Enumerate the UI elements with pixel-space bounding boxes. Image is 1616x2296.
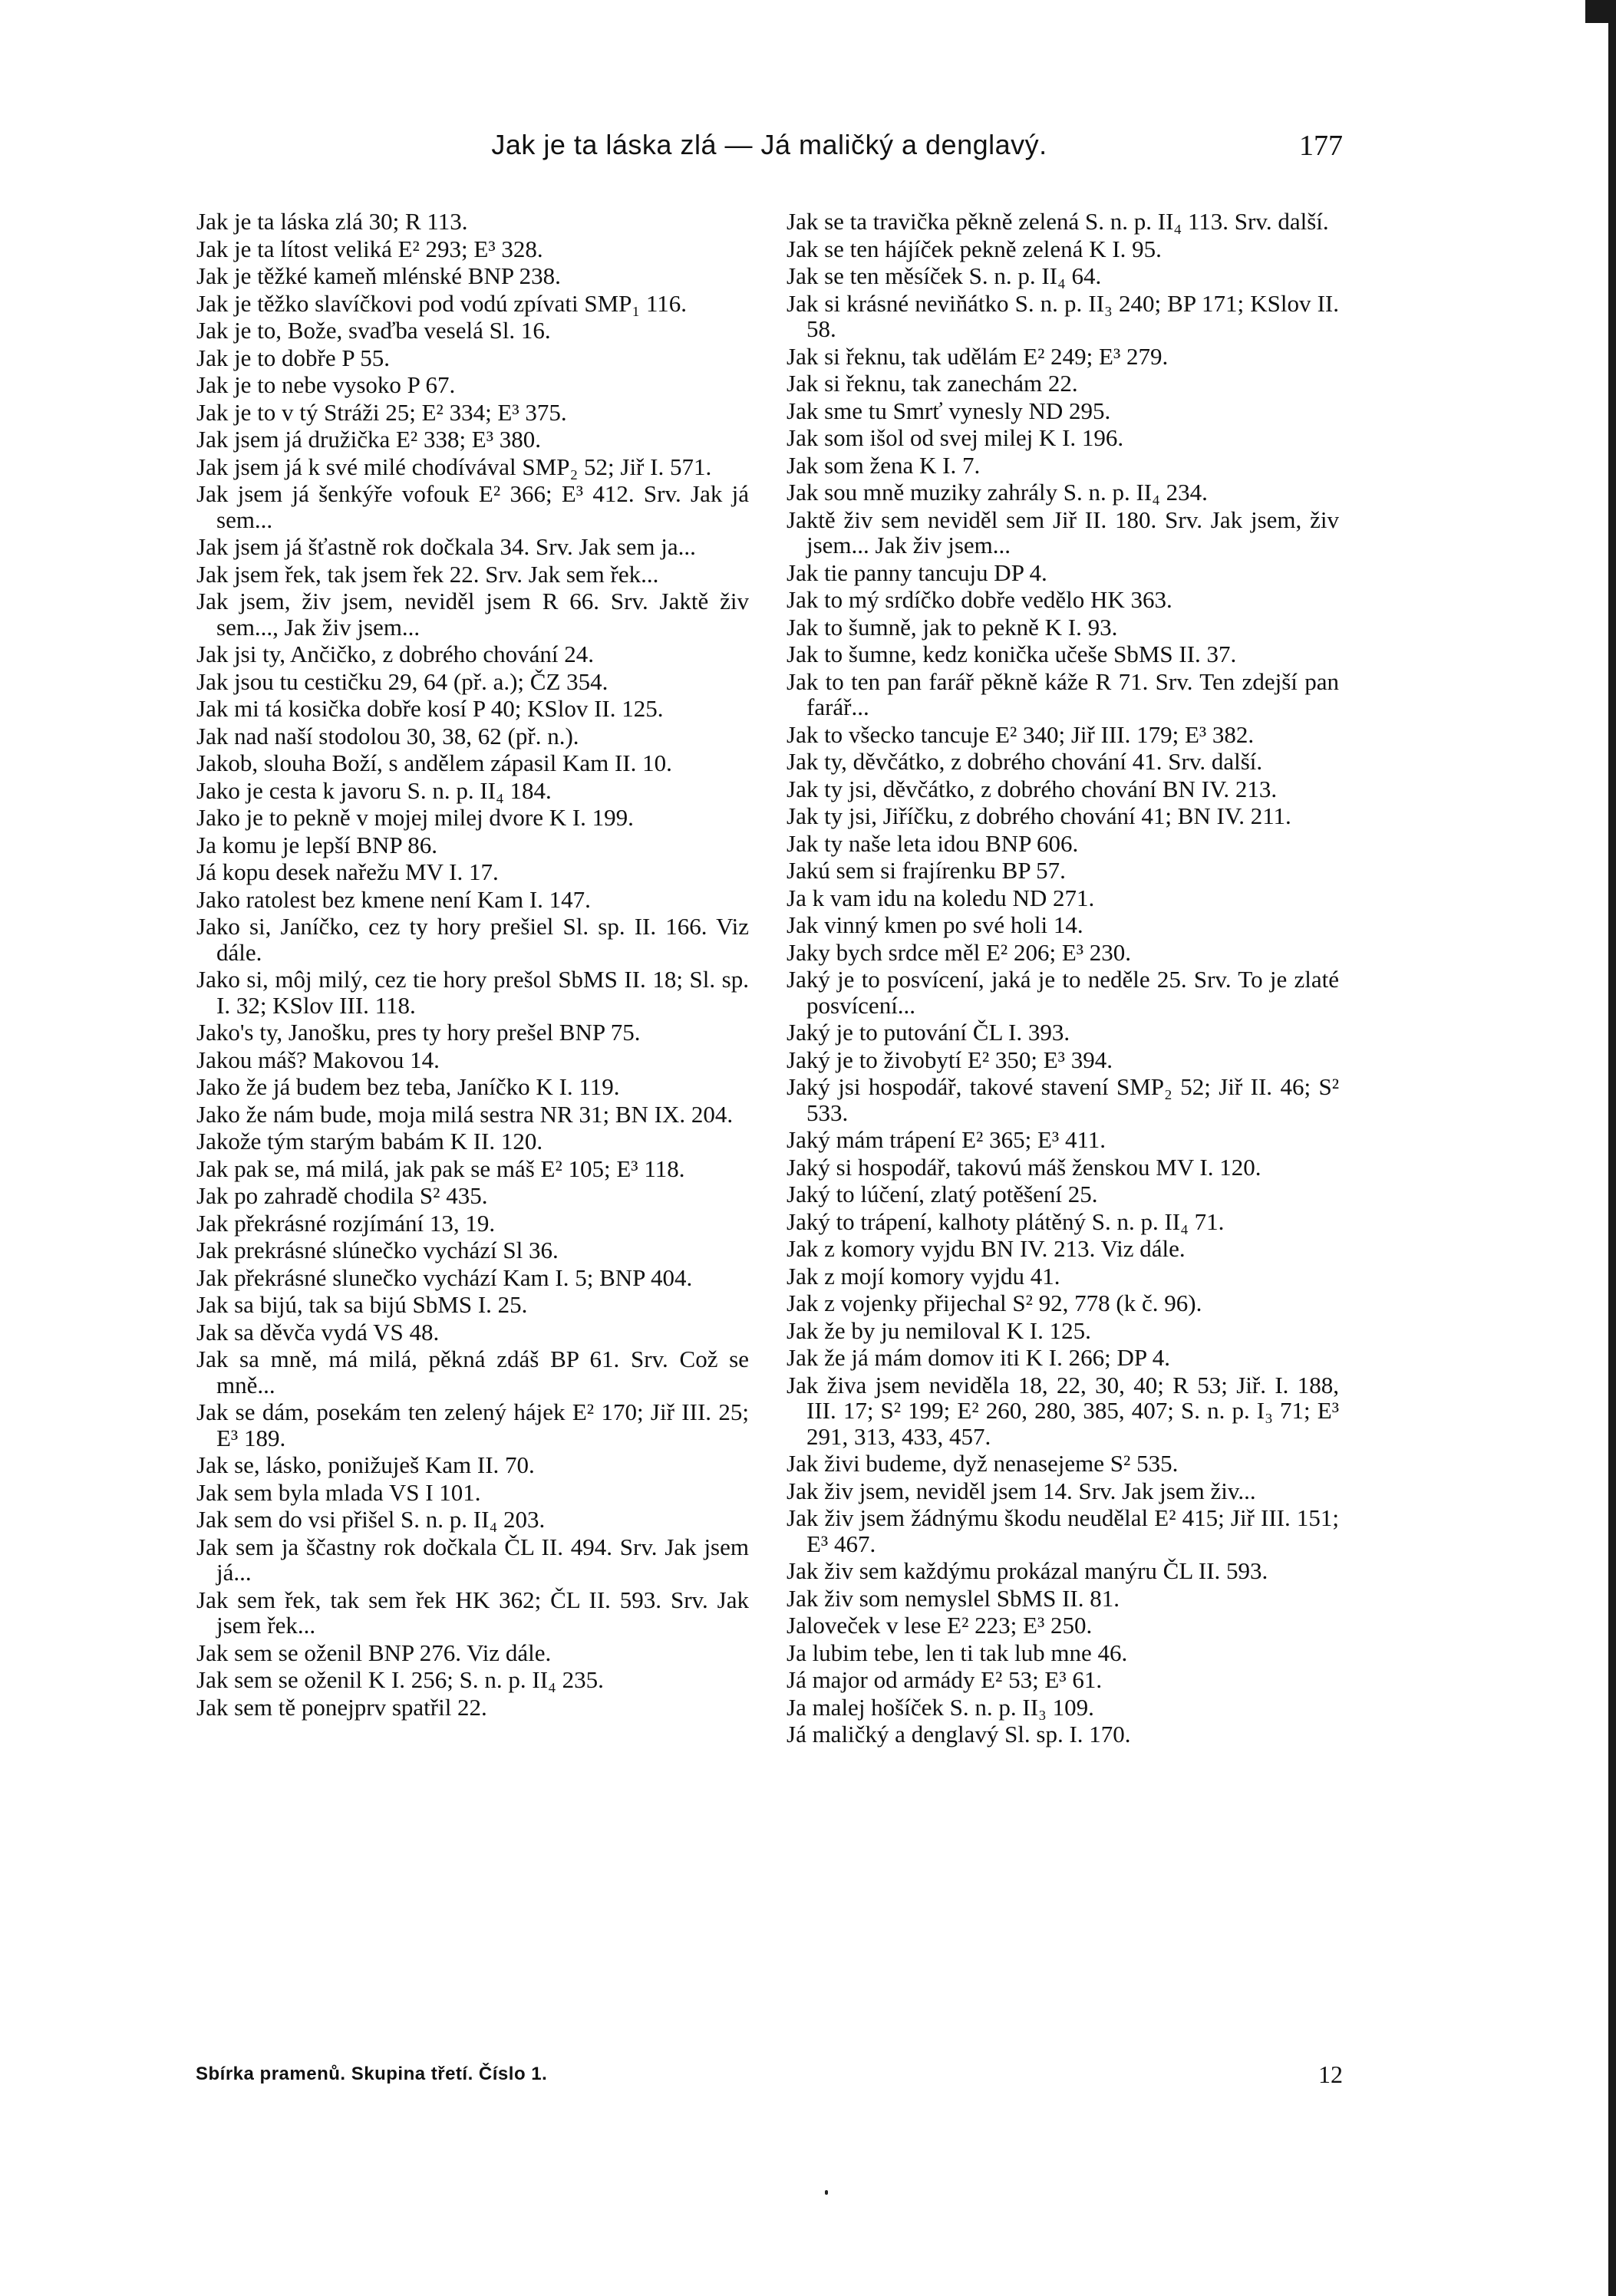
index-entry: Jak ty naše leta idou BNP 606. [787, 829, 1079, 857]
index-entry: Jakob, slouha Boží, s andělem zápasil Kam II. 10. [196, 749, 672, 776]
index-entry: Jak som žena K I. 7. [787, 451, 981, 479]
index-entry: Jak je to dobře P 55. [196, 344, 390, 371]
index-entry: Jaktě živ sem neviděl sem Jiř II. 180. Srv. Jak jsem, živ jsem... Jak živ jsem... [787, 506, 1339, 558]
index-entry: Jak vinný kmen po své holi 14. [787, 911, 1083, 938]
running-header [196, 129, 1343, 175]
index-entry: Jak som išol od svej milej K I. 196. [787, 424, 1124, 451]
index-entry: Jak z vojenky přijechal S² 92, 778 (k č. 96). [787, 1290, 1202, 1316]
index-entry: Jak je ta láska zlá 30; R 113. [196, 208, 468, 235]
page-scan-corner [1585, 0, 1616, 23]
index-entry: Jak se ta travička pěkně zelená S. n. p. II₄ 113. Srv. další. [787, 208, 1329, 235]
index-entry: Jak to šumne, kedz konička učeše SbMS II. 37. [787, 641, 1237, 667]
index-entry: Jak je to v tý Stráži 25; E² 334; E³ 375. [196, 398, 567, 426]
index-entry: Jak živ som nemyslel SbMS II. 81. [787, 1584, 1120, 1612]
index-entry: Jak je ta lítost veliká E² 293; E³ 328. [196, 235, 543, 262]
index-entry: Jak sem se oženil K I. 256; S. n. p. II₄ 235. [196, 1666, 604, 1693]
index-entry: Jak to šumně, jak to pekně K I. 93. [787, 613, 1118, 641]
index-column-left [196, 209, 749, 1721]
index-entry: Jak to všecko tancuje E² 340; Jiř III. 179; E³ 382. [787, 720, 1255, 748]
index-entry: Jako ratolest bez kmene není Kam I. 147. [196, 885, 591, 913]
index-entry: Jak jsou tu cestičku 29, 64 (př. a.); ČZ 354. [196, 667, 608, 695]
index-entry: Jak tie panny tancuju DP 4. [787, 558, 1047, 586]
index-entry: Jaký je to posvícení, jaká je to neděle 25. Srv. To je zlaté posvícení... [787, 966, 1339, 1019]
index-entry: Jak sme tu Smrť vynesly ND 295. [787, 397, 1111, 424]
index-entry: Jak to mý srdíčko dobře vedělo HK 363. [787, 586, 1172, 613]
index-entry: Jak ty jsi, děvčátko, z dobrého chování BN IV. 213. [787, 775, 1278, 802]
index-entry: Jak si řeknu, tak zanechám 22. [787, 370, 1078, 397]
page-scan-edge [1608, 0, 1616, 2296]
index-entry: Jako je cesta k javoru S. n. p. II₄ 184. [196, 776, 552, 804]
index-entry: Jaký jsi hospodář, takové stavení SMP₂ 52; Jiř II. 46; S² 533. [787, 1073, 1339, 1126]
index-entry: Jak je těžké kameň mlénské BNP 238. [196, 262, 561, 289]
index-entry: Jak z komory vyjdu BN IV. 213. Viz dále. [787, 1235, 1186, 1262]
index-entry: Jak překrásné slunečko vychází Kam I. 5; BNP 404. [196, 1263, 693, 1291]
running-title: Jak je ta láska zlá — Já maličký a denglavý. [491, 129, 1047, 160]
index-entry: Ja lubim tebe, len ti tak lub mne 46. [787, 1639, 1128, 1666]
index-entry: Jaloveček v lese E² 223; E³ 250. [787, 1612, 1093, 1639]
index-entry: Jak to ten pan farář pěkně káže R 71. Srv. Ten zdejší pan farář... [787, 667, 1339, 720]
index-entry: Ja malej hošíček S. n. p. II₃ 109. [787, 1693, 1094, 1721]
index-entry: Jak sa bijú, tak sa bijú SbMS I. 25. [196, 1291, 528, 1318]
scan-speck [825, 2190, 828, 2195]
index-entry: Jak živ sem každýmu prokázal manýru ČL II. 593. [787, 1557, 1268, 1584]
collection-note: Sbírka pramenů. Skupina třetí. Číslo 1. [196, 2064, 548, 2084]
index-entry: Jak nad naší stodolou 30, 38, 62 (př. n.). [196, 722, 579, 749]
index-entry: Jaký si hospodář, takovú máš ženskou MV I. 120. [787, 1153, 1261, 1181]
index-entry: Jak si řeknu, tak udělám E² 249; E³ 279. [787, 342, 1169, 370]
index-entry: Jak sem ja ščastny rok dočkala ČL II. 494. Srv. Jak jsem já... [196, 1533, 749, 1586]
index-entry: Jaky bych srdce měl E² 206; E³ 230. [787, 938, 1132, 966]
index-entry: Jak je to, Bože, svaďba veselá Sl. 16. [196, 317, 551, 344]
index-entry: Jako je to pekně v mojej milej dvore K I. 199. [196, 804, 634, 831]
index-entry: Já maličký a denglavý Sl. sp. I. 170. [787, 1721, 1131, 1748]
index-entry: Jak jsem řek, tak jsem řek 22. Srv. Jak sem řek... [196, 560, 659, 588]
index-entry: Jak živ jsem žádnýmu škodu neudělal E² 415; Jiř III. 151; E³ 467. [787, 1504, 1339, 1557]
page-number: 177 [1299, 130, 1343, 162]
index-entry: Jak sem tě ponejprv spatřil 22. [196, 1693, 487, 1721]
index-entry: Jako že já budem bez teba, Janíčko K I. 119. [196, 1073, 620, 1100]
index-entry: Jak po zahradě chodila S² 435. [196, 1182, 488, 1209]
index-entry: Jak si krásné neviňátko S. n. p. II₃ 240; BP 171; KSlov II. 58. [787, 289, 1339, 342]
index-entry: Jak se, lásko, ponižuješ Kam II. 70. [196, 1451, 535, 1478]
index-entry: Jak sou mně muziky zahrály S. n. p. II₄ 234. [787, 479, 1208, 506]
index-entry: Jak jsi ty, Ančičko, z dobrého chování 24. [196, 641, 594, 667]
index-entry: Jak ty jsi, Jiříčku, z dobrého chování 41; BN IV. 211. [787, 802, 1291, 829]
index-column-right [787, 209, 1339, 1749]
index-entry: Jak překrásné rozjímání 13, 19. [196, 1209, 496, 1237]
index-entry: Jak sem řek, tak sem řek HK 362; ČL II. 593. Srv. Jak jsem řek... [196, 1586, 749, 1639]
index-entry: Jak je to nebe vysoko P 67. [196, 371, 456, 398]
index-entry: Ja k vam idu na koledu ND 271. [787, 884, 1095, 911]
printer-signature: 12 [1318, 2060, 1343, 2088]
index-entry: Jak sem se oženil BNP 276. Viz dále. [196, 1639, 552, 1666]
index-entry: Jak živi budeme, dyž nenasejeme S² 535. [787, 1450, 1179, 1477]
index-entry: Jaký mám trápení E² 365; E³ 411. [787, 1126, 1106, 1153]
index-entry: Jak sem do vsi přišel S. n. p. II₄ 203. [196, 1506, 546, 1533]
index-entry: Já major od armády E² 53; E³ 61. [787, 1666, 1103, 1693]
index-entry: Jak sem byla mlada VS I 101. [196, 1478, 481, 1506]
index-entry: Jak jsem já šenkýře vofouk E² 366; E³ 412. Srv. Jak já sem... [196, 480, 749, 533]
index-entry: Jak se ten měsíček S. n. p. II₄ 64. [787, 262, 1102, 289]
index-entry: Jak jsem já družička E² 338; E³ 380. [196, 426, 542, 453]
index-entry: Jaký to lúčení, zlatý potěšení 25. [787, 1181, 1098, 1207]
index-entry: Jaký je to putování ČL I. 393. [787, 1019, 1070, 1046]
index-entry: Jako si, môj milý, cez tie hory prešol SbMS II. 18; Sl. sp. I. 32; KSlov III. 118. [196, 966, 749, 1019]
index-entry: Jak pak se, má milá, jak pak se máš E² 105; E³ 118. [196, 1155, 685, 1182]
index-entry: Jak živ jsem, neviděl jsem 14. Srv. Jak jsem živ... [787, 1477, 1256, 1504]
index-entry: Ja komu je lepší BNP 86. [196, 831, 438, 858]
index-entry: Jak jsem já šťastně rok dočkala 34. Srv. Jak sem ja... [196, 533, 696, 560]
index-entry: Jak jsem já k své milé chodívával SMP₂ 52; Jiř I. 571. [196, 453, 712, 480]
index-entry: Jako's ty, Janošku, pres ty hory prešel BNP 75. [196, 1019, 641, 1046]
index-entry: Jak jsem, živ jsem, neviděl jsem R 66. Srv. Jaktě živ sem..., Jak živ jsem... [196, 588, 749, 641]
index-entry: Jakú sem si frajírenku BP 57. [787, 857, 1066, 884]
index-entry: Jak se dám, posekám ten zelený hájek E² 170; Jiř III. 25; E³ 189. [196, 1398, 749, 1451]
index-entry: Jak prekrásné slúnečko vychází Sl 36. [196, 1237, 559, 1263]
index-entry: Jak sa mně, má milá, pěkná zdáš BP 61. Srv. Což se mně... [196, 1346, 749, 1398]
index-entry: Já kopu desek nařežu MV I. 17. [196, 858, 499, 885]
index-entry: Jak z mojí komory vyjdu 41. [787, 1262, 1060, 1290]
index-entry: Jak živa jsem neviděla 18, 22, 30, 40; R 53; Jiř. I. 188, III. 17; S² 199; E² 260, 280, 385, 407; S. n. p. I₃ 71; E³ 291, 313, 433, 457. [787, 1371, 1339, 1450]
page-footer [196, 2060, 1343, 2094]
index-entry: Jaký to trápení, kalhoty plátěný S. n. p. II₄ 71. [787, 1207, 1225, 1235]
index-entry: Jakože tým starým babám K II. 120. [196, 1128, 543, 1155]
index-entry: Jak že by ju nemiloval K I. 125. [787, 1316, 1091, 1344]
index-entry: Jak ty, děvčátko, z dobrého chování 41. Srv. další. [787, 748, 1263, 775]
index-entry: Jak že já mám domov iti K I. 266; DP 4. [787, 1344, 1170, 1371]
index-entry: Jaký je to živobytí E² 350; E³ 394. [787, 1046, 1113, 1073]
index-entry: Jako že nám bude, moja milá sestra NR 31; BN IX. 204. [196, 1100, 734, 1128]
index-entry: Jakou máš? Makovou 14. [196, 1046, 440, 1073]
index-entry: Jako si, Janíčko, cez ty hory prešiel Sl. sp. II. 166. Viz dále. [196, 913, 749, 966]
index-entry: Jak se ten hájíček pekně zelená K I. 95. [787, 235, 1162, 262]
index-entry: Jak je těžko slavíčkovi pod vodú zpívati SMP₁ 116. [196, 289, 688, 317]
index-entry: Jak sa děvča vydá VS 48. [196, 1318, 440, 1346]
index-entry: Jak mi tá kosička dobře kosí P 40; KSlov II. 125. [196, 695, 664, 722]
